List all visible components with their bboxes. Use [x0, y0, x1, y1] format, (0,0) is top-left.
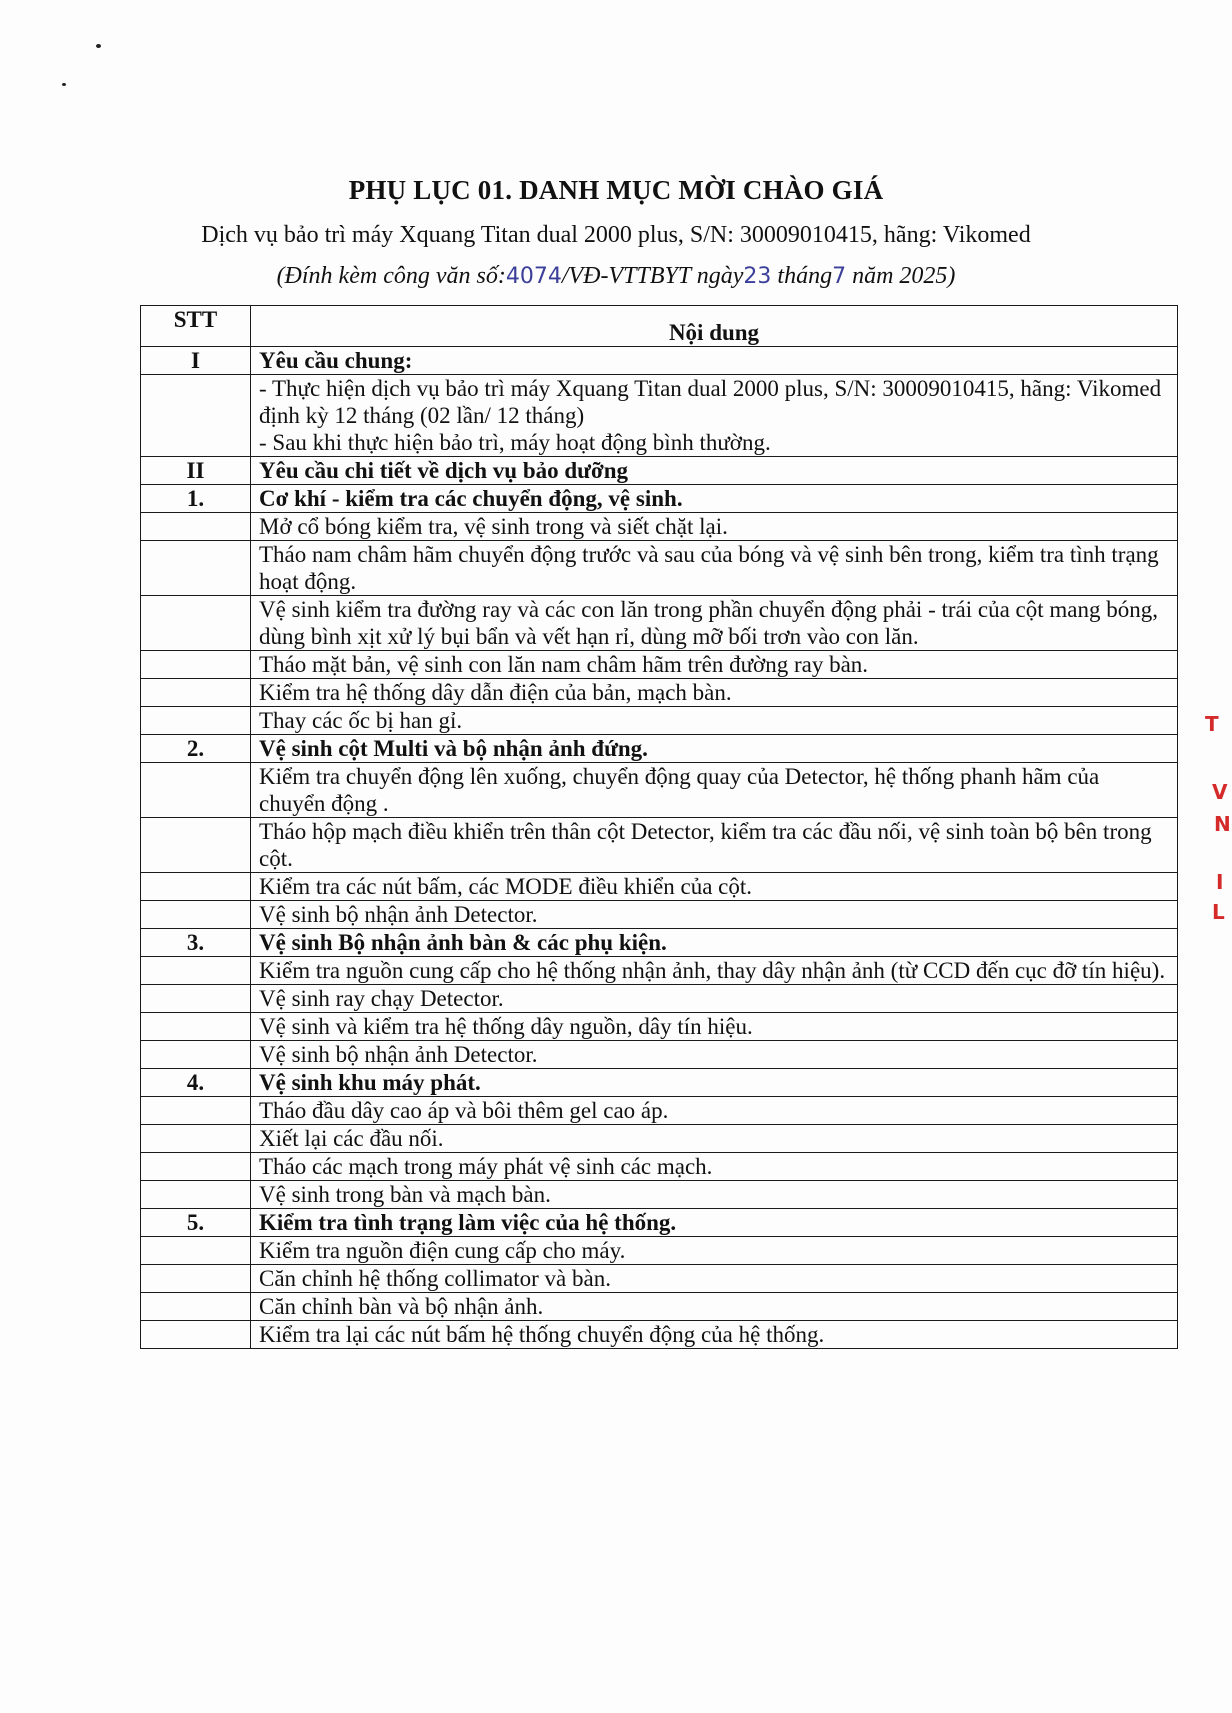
row-content: Tháo đầu dây cao áp và bôi thêm gel cao áp.: [251, 1097, 1178, 1125]
handwritten-day: 23: [743, 264, 772, 289]
table-row: [141, 1265, 1178, 1293]
row-stt: [141, 1265, 251, 1293]
table-row: [141, 763, 1178, 818]
row-content: Vệ sinh và kiểm tra hệ thống dây nguồn, dây tín hiệu.: [251, 1013, 1178, 1041]
row-content: Vệ sinh Bộ nhận ảnh bàn & các phụ kiện.: [251, 929, 1178, 957]
table-row: [141, 541, 1178, 596]
row-content: Tháo mặt bản, vệ sinh con lăn nam châm hãm trên đường ray bàn.: [251, 651, 1178, 679]
row-stt: 2.: [141, 735, 251, 763]
stamp-fragment: T: [1205, 712, 1219, 736]
row-stt: [141, 1153, 251, 1181]
row-stt: [141, 818, 251, 873]
page-title: PHỤ LỤC 01. DANH MỤC MỜI CHÀO GIÁ: [348, 175, 884, 205]
row-content: Vệ sinh bộ nhận ảnh Detector.: [251, 1041, 1178, 1069]
handwritten-month: 7: [832, 264, 847, 289]
row-stt: [141, 763, 251, 818]
table-row: [141, 1013, 1178, 1041]
page-subtitle: Dịch vụ bảo trì máy Xquang Titan dual 2000 plus, S/N: 30009010415, hãng: Vikomed: [201, 222, 1031, 248]
row-content: Vệ sinh ray chạy Detector.: [251, 985, 1178, 1013]
attachment-doc-code: /VĐ-VTTBYT ngày: [561, 263, 744, 289]
row-stt: [141, 873, 251, 901]
row-stt: [141, 1181, 251, 1209]
stamp-fragment: V: [1212, 780, 1228, 804]
table-row: [141, 651, 1178, 679]
row-content: Kiểm tra nguồn cung cấp cho hệ thống nhận ảnh, thay dây nhận ảnh (từ CCD đến cục đỡ tín hiệu).: [251, 957, 1178, 985]
table-row: [141, 1321, 1178, 1349]
table-row: [141, 1181, 1178, 1209]
stamp-fragment: L: [1212, 900, 1225, 924]
row-stt: [141, 651, 251, 679]
row-stt: [141, 1041, 251, 1069]
row-stt: [141, 1125, 251, 1153]
row-stt: [141, 707, 251, 735]
row-content: Vệ sinh khu máy phát.: [251, 1069, 1178, 1097]
table-row: [141, 1097, 1178, 1125]
row-content: Yêu cầu chi tiết về dịch vụ bảo dưỡng: [251, 457, 1178, 485]
row-content: Vệ sinh bộ nhận ảnh Detector.: [251, 901, 1178, 929]
row-content: Căn chỉnh hệ thống collimator và bàn.: [251, 1265, 1178, 1293]
row-stt: [141, 957, 251, 985]
table-row: [141, 375, 1178, 457]
row-stt: [141, 596, 251, 651]
row-content: Vệ sinh cột Multi và bộ nhận ảnh đứng.: [251, 735, 1178, 763]
row-stt: [141, 513, 251, 541]
table-row: [141, 1041, 1178, 1069]
row-content: Tháo các mạch trong máy phát vệ sinh các mạch.: [251, 1153, 1178, 1181]
header-stt: STT: [141, 306, 251, 347]
row-content: - Thực hiện dịch vụ bảo trì máy Xquang Titan dual 2000 plus, S/N: 30009010415, hãng: Vikomed định kỳ 12 tháng (02 lần/ 12 tháng) - Sau khi thực hiện bảo trì, máy hoạt động bình thường.: [251, 375, 1178, 457]
attachment-reference: [0, 263, 1232, 290]
table-row: [141, 347, 1178, 375]
table-row: [141, 1293, 1178, 1321]
header-content: Nội dung: [251, 306, 1178, 347]
row-stt: 3.: [141, 929, 251, 957]
row-content: Thay các ốc bị han gỉ.: [251, 707, 1178, 735]
attachment-year: năm 2025): [846, 263, 956, 289]
row-stt: 5.: [141, 1209, 251, 1237]
row-stt: [141, 1013, 251, 1041]
table-row: [141, 1069, 1178, 1097]
table-row: [141, 457, 1178, 485]
attachment-month-label: tháng: [771, 263, 833, 289]
row-stt: II: [141, 457, 251, 485]
table-row: [141, 985, 1178, 1013]
table-row: [141, 929, 1178, 957]
table-row: [141, 957, 1178, 985]
table-row: [141, 901, 1178, 929]
row-stt: [141, 1097, 251, 1125]
row-content: Mở cổ bóng kiểm tra, vệ sinh trong và siết chặt lại.: [251, 513, 1178, 541]
stamp-fragment: I: [1216, 870, 1224, 894]
row-content: Cơ khí - kiểm tra các chuyển động, vệ sinh.: [251, 485, 1178, 513]
table-row: [141, 1125, 1178, 1153]
row-content: Kiểm tra tình trạng làm việc của hệ thống.: [251, 1209, 1178, 1237]
table-row: [141, 1153, 1178, 1181]
row-stt: 4.: [141, 1069, 251, 1097]
table-row: [141, 1209, 1178, 1237]
table-body: [141, 347, 1178, 1349]
requirements-table: [140, 305, 1178, 1349]
row-stt: [141, 1293, 251, 1321]
table-row: [141, 707, 1178, 735]
row-content: Yêu cầu chung:: [251, 347, 1178, 375]
row-stt: [141, 679, 251, 707]
row-content: Căn chỉnh bàn và bộ nhận ảnh.: [251, 1293, 1178, 1321]
row-content: Kiểm tra các nút bấm, các MODE điều khiển của cột.: [251, 873, 1178, 901]
row-content: Vệ sinh trong bàn và mạch bàn.: [251, 1181, 1178, 1209]
row-content: Kiểm tra hệ thống dây dẫn điện của bản, mạch bàn.: [251, 679, 1178, 707]
attachment-prefix: (Đính kèm công văn số:: [276, 263, 506, 289]
table-row: [141, 1237, 1178, 1265]
row-stt: [141, 1321, 251, 1349]
row-stt: [141, 541, 251, 596]
row-stt: 1.: [141, 485, 251, 513]
table-row: [141, 596, 1178, 651]
table-row: [141, 818, 1178, 873]
row-content: Tháo nam châm hãm chuyển động trước và sau của bóng và vệ sinh bên trong, kiểm tra tình trạng hoạt động.: [251, 541, 1178, 596]
table-row: [141, 873, 1178, 901]
row-stt: [141, 985, 251, 1013]
row-stt: I: [141, 347, 251, 375]
row-content: Vệ sinh kiểm tra đường ray và các con lăn trong phần chuyển động phải - trái của cột mang bóng, dùng bình xịt xử lý bụi bẩn và vết hạn rỉ, dùng mỡ bối trơn vào con lăn.: [251, 596, 1178, 651]
table-row: [141, 485, 1178, 513]
row-content: Kiểm tra nguồn điện cung cấp cho máy.: [251, 1237, 1178, 1265]
table-row: [141, 513, 1178, 541]
stamp-fragment: N: [1214, 812, 1231, 836]
table-row: [141, 735, 1178, 763]
row-stt: [141, 1237, 251, 1265]
scan-speck: [96, 44, 101, 48]
table-row: [141, 679, 1178, 707]
row-content: Tháo hộp mạch điều khiển trên thân cột Detector, kiểm tra các đầu nối, vệ sinh toàn bộ bên trong cột.: [251, 818, 1178, 873]
row-content: Xiết lại các đầu nối.: [251, 1125, 1178, 1153]
handwritten-doc-number: 4074: [505, 264, 562, 289]
row-content: Kiểm tra lại các nút bấm hệ thống chuyển động của hệ thống.: [251, 1321, 1178, 1349]
row-stt: [141, 375, 251, 457]
row-stt: [141, 901, 251, 929]
row-content: Kiểm tra chuyển động lên xuống, chuyển động quay của Detector, hệ thống phanh hãm của chuyển động .: [251, 763, 1178, 818]
table-header-row: [141, 306, 1178, 347]
scan-speck: [62, 83, 66, 86]
